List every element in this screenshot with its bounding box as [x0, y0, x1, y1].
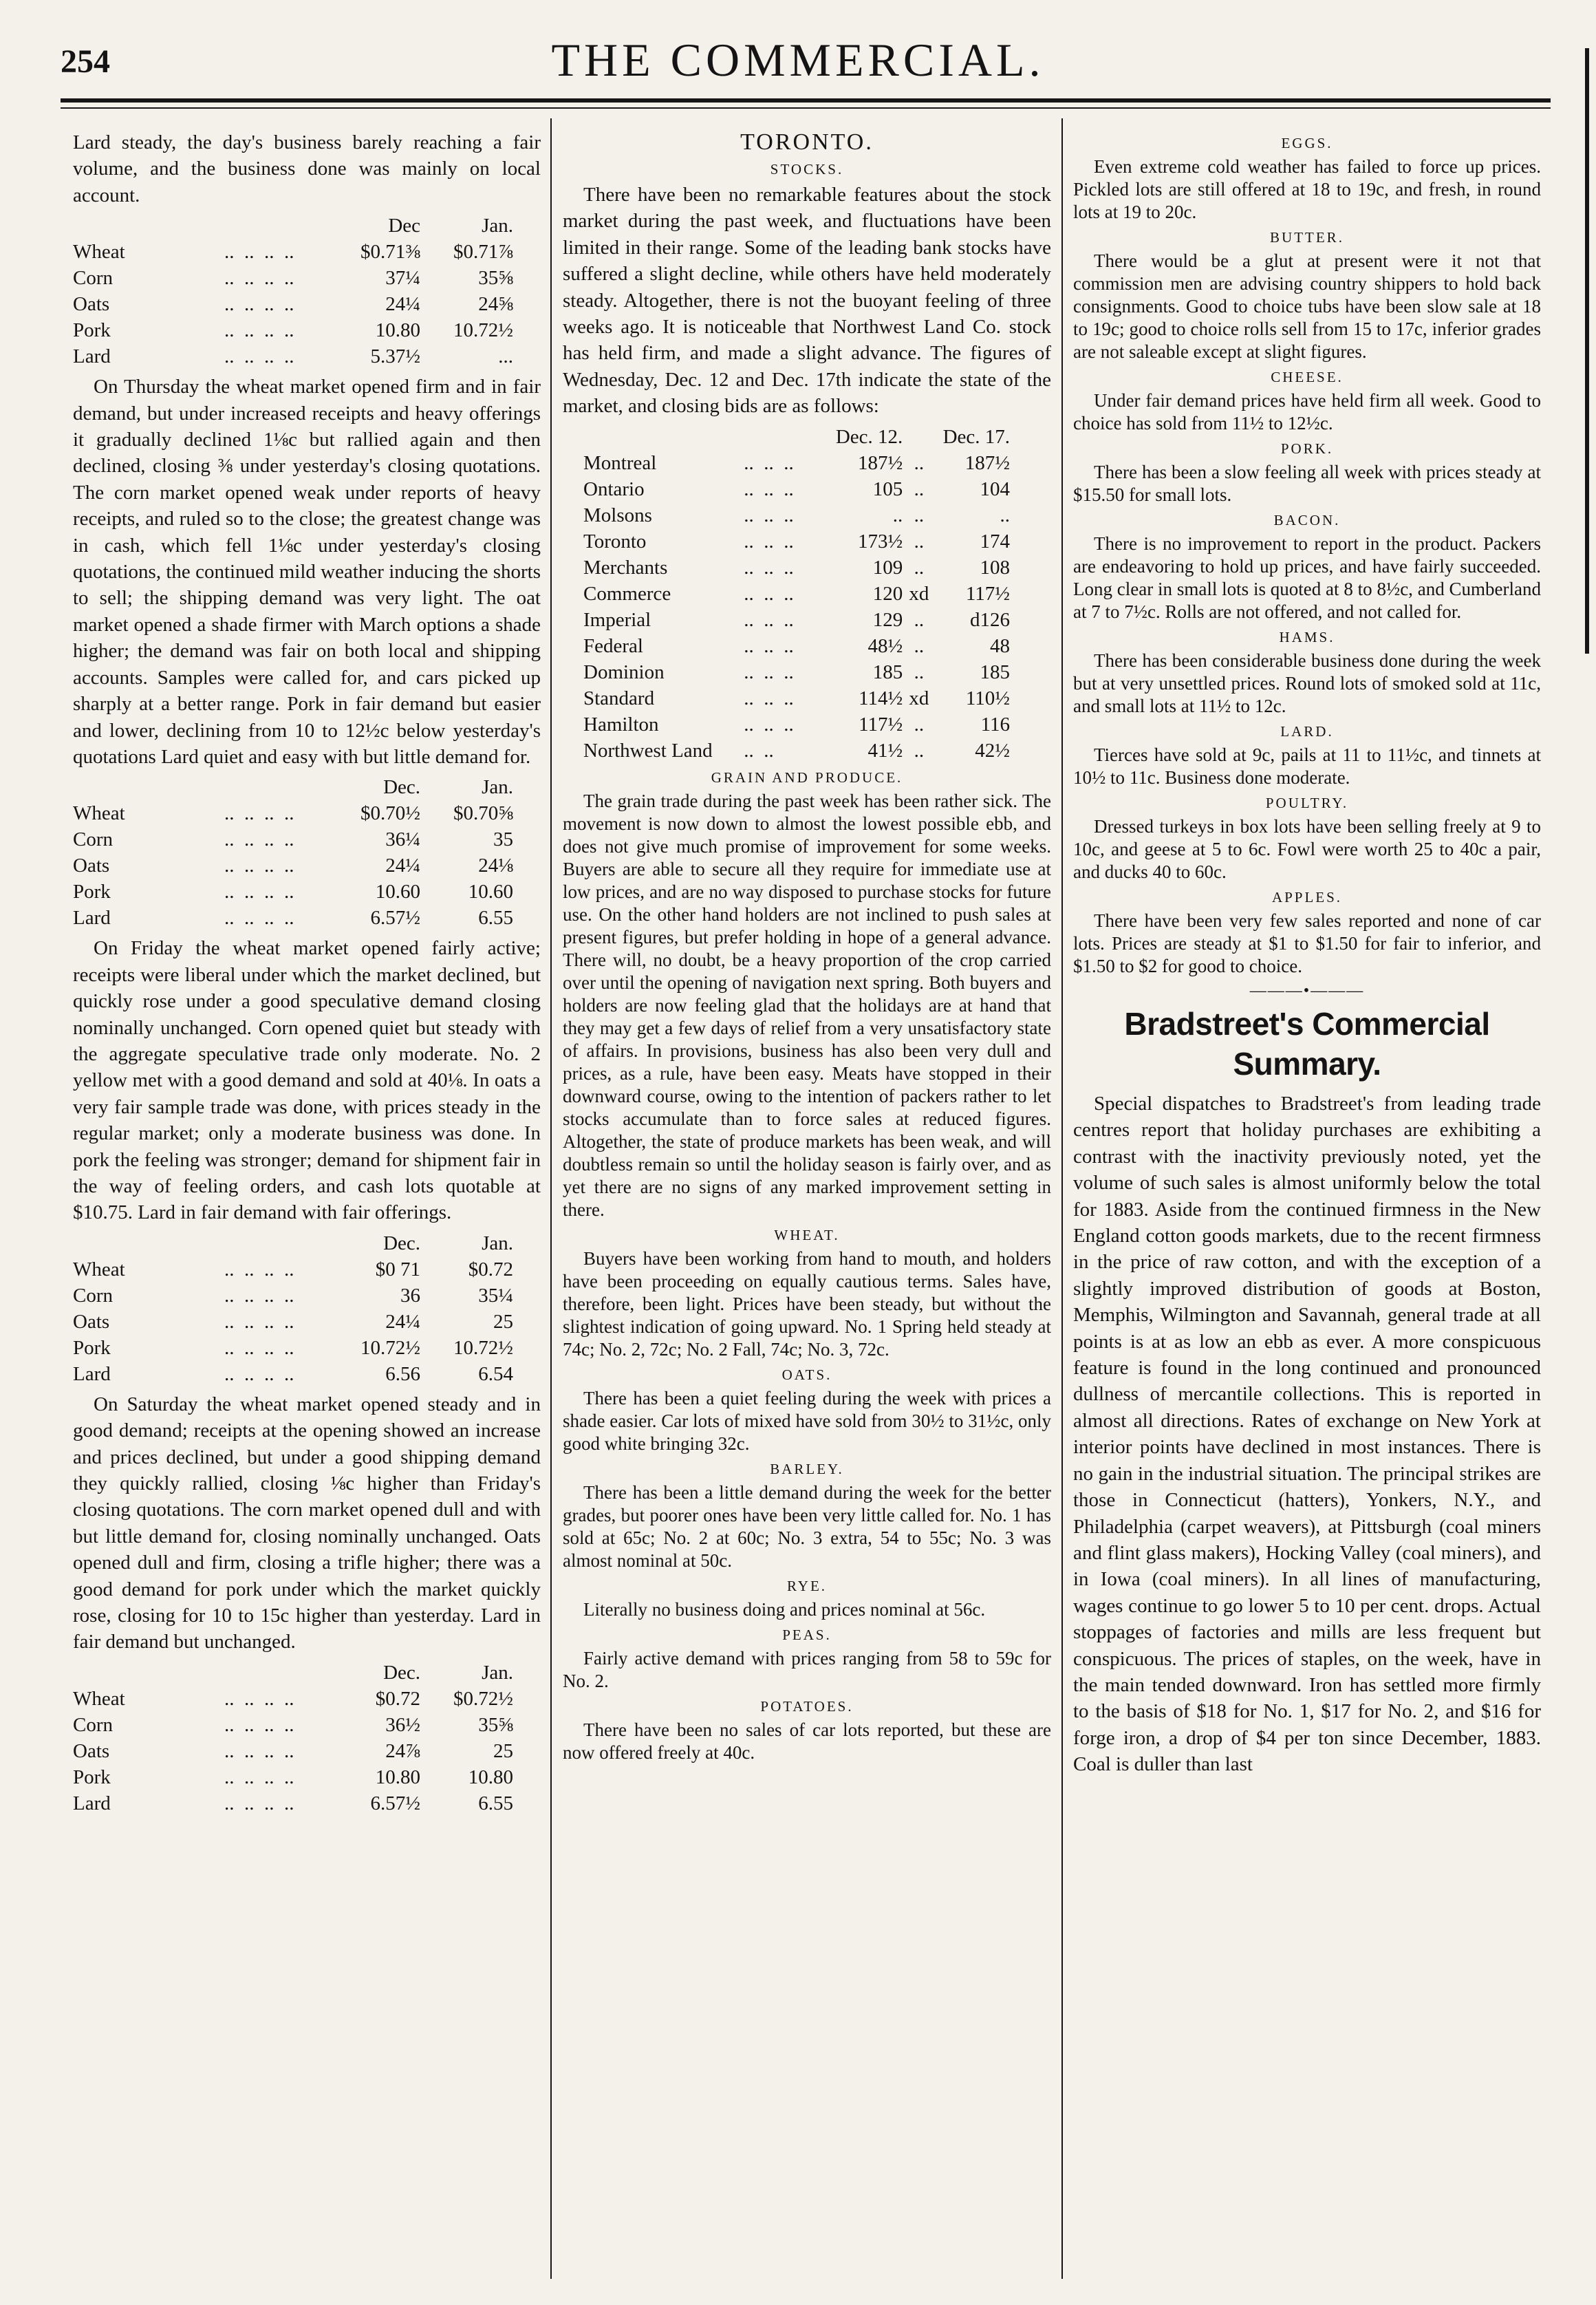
- table-row: Merchants .. .. .. 109 .. 108: [583, 556, 1010, 579]
- table-row: Wheat .. .. .. .. $0.70½ $0.70⅝: [73, 802, 513, 825]
- oats-heading: OATS.: [781, 1366, 832, 1383]
- table-row: Corn .. .. .. .. 36 35¼: [73, 1284, 513, 1307]
- potatoes-heading: POTATOES.: [760, 1697, 854, 1715]
- barley-paragraph: There has been a little demand during the week for the better grades, but poorer ones have been very little called for. No. 1 has sold at 65c; No. 2 at 60c; No. 3 extra, 54 to 55c; No. 3 was almost nominal at 50c.: [563, 1481, 1051, 1571]
- table-row: Pork .. .. .. .. 10.80 10.80: [73, 1766, 513, 1788]
- table-row: Lard .. .. .. .. 6.56 6.54: [73, 1362, 513, 1385]
- apples-heading: APPLES.: [1271, 889, 1343, 905]
- price-table-3: Dec. Jan. Wheat .. .. .. .. $0 71 $0.72 Corn .. .. .. .. 36 35¼ Oats .. .. .. .. 24¼ 25 Pork .. .. .. .. 10.72½ 10.72½ Lard .. .. .. .. 6.56 6.54: [73, 1230, 513, 1387]
- poultry-paragraph: Dressed turkeys in box lots have been selling freely at 9 to 10c, and geese at 5 to 6c. Fowl were worth 25 to 40c a pair, and ducks 40 to 60c.: [1073, 816, 1541, 882]
- cheese-paragraph: Under fair demand prices have held firm all week. Good to choice has sold from 11½ to 12½c.: [1073, 390, 1541, 433]
- table-row: Oats .. .. .. .. 24¼ 24⅝: [73, 293, 513, 316]
- poultry-heading: POULTRY.: [1265, 795, 1349, 811]
- pork-heading: PORK.: [1280, 440, 1334, 457]
- pork-paragraph: There has been a slow feeling all week with prices steady at $15.50 for small lots.: [1073, 462, 1541, 505]
- apples-paragraph: There have been very few sales reported and none of car lots. Prices are steady at $1 to $1.50 for fair to inferior, and $1.50 to $2 for good to choice.: [1073, 910, 1541, 976]
- potatoes-paragraph: There have been no sales of car lots reported, but these are now offered freely at 40c.: [563, 1719, 1051, 1763]
- chicago-intro-paragraph: Lard steady, the day's business barely reaching a fair volume, and the business done was mainly on local account.: [73, 131, 541, 206]
- table-row: Ontario .. .. .. 105 .. 104: [583, 478, 1010, 500]
- section-ornament: ———•———: [1249, 982, 1365, 1000]
- table-row: Toronto .. .. .. 173½ .. 174: [583, 530, 1010, 553]
- bradstreet-summary-title: Bradstreet's Commercial Summary.: [1124, 1006, 1490, 1082]
- column-1: [73, 129, 541, 2269]
- stocks-paragraph: There have been no remarkable features about the stock market during the past week, and fluctuations have been limited in their range. Some of the leading bank stocks have suffered a slight decline, while others have held moderately steady. Altogether, there is not the buoyant feeling of three weeks ago. It is noticeable that Northwest Land Co. stock has held firm, and made a slight advance. The figures of Wednesday, Dec. 12 and Dec. 17th indicate the state of the market, and closing bids are as follows:: [563, 184, 1051, 418]
- price-table-1: [73, 213, 513, 369]
- table-row: Pork .. .. .. .. 10.80 10.72½: [73, 319, 513, 342]
- table-row: Wheat .. .. .. .. $0 71 $0.72: [73, 1258, 513, 1280]
- table-row: Oats .. .. .. .. 24⅞ 25: [73, 1739, 513, 1762]
- table-row: Corn .. .. .. .. 37¼ 35⅝: [73, 267, 513, 290]
- butter-paragraph: There would be a glut at present were it not that commission men are advising country shippers to hold back consignments. Good to choice tubs have been slow sale at 18 to 19c; good to choice rolls sell from 15 to 17c, inferior grades are not saleable except at slight figures.: [1073, 250, 1541, 362]
- hams-paragraph: There has been considerable business done during the week but at very unsettled prices. Round lots of smoked sold at 11c, and small lots at 11½ to 12c.: [1073, 650, 1541, 716]
- rye-heading: RYE.: [786, 1577, 828, 1594]
- eggs-heading: EGGS.: [1281, 135, 1333, 151]
- masthead-title: THE COMMERCIAL.: [551, 34, 1045, 86]
- table-row: Lard .. .. .. .. 6.57½ 6.55: [73, 907, 513, 930]
- table-row: Imperial .. .. .. 129 .. d126: [583, 608, 1010, 631]
- table-row: Lard .. .. .. .. 6.57½ 6.55: [73, 1792, 513, 1814]
- saturday-paragraph: On Saturday the wheat market opened steady and in good demand; receipts at the opening showed an increase and prices declined, but under a good shipping demand they quickly rallied, closing ⅛c higher than Friday's closing quotations. The corn market opened dull and with but little demand for, closing nominally unchanged. Oats opened dull and firm, closing a trifle higher; there was a good demand for pork under which the market quickly rose, closing for 10 to 15c higher than yesterday. Lard in fair demand but unchanged.: [73, 1393, 541, 1653]
- col-head-dec: Dec: [388, 215, 420, 237]
- table-row: Pork .. .. .. .. 10.72½ 10.72½: [73, 1336, 513, 1359]
- grain-paragraph: The grain trade during the past week has been rather sick. The movement is now down to almost the lowest possible ebb, and does not give much promise of improvement for some weeks. Buyers are able to secure all they require for immediate use at low prices, and are no way disposed to purchase stocks for future use. On the other hand holders are not inclined to push sales at present figures, but prefer holding in hope of a general advance. There will, no doubt, be a heavy proportion of the crop carried over until the opening of navigation next spring. Both buyers and holders are now feeling glad that the holidays are at hand that they may get a few days of relief from a very unsatisfactory state of affairs. In provisions, business has also been very dull and prices, as a rule, have been easy. Meats have stopped in their downward course, owing to the intention of packers rather to let stocks accumulate than to force sales at reduced figures. Altogether, the state of produce markets has been weak, and will doubtless remain so until the holiday season is fairly over, and as yet there are no signs of any marked improvement setting in there.: [563, 790, 1051, 1220]
- table-row: Corn .. .. .. .. 36½ 35⅝: [73, 1713, 513, 1736]
- price-table-2: Dec. Jan. Wheat .. .. .. .. $0.70½ $0.70⅝ Corn .. .. .. .. 36¼ 35 Oats .. .. .. .. 24¼ 24⅛ Pork .. .. .. .. 10.60 10.60 Lard .. .. .. .. 6.57½ 6.55: [73, 774, 513, 931]
- thursday-paragraph: On Thursday the wheat market opened firm and in fair demand, but under increased receipts and heavy offerings it gradually declined 1⅛c but rallied again and then declined, closing ⅜ under yesterday's closing quotations. The corn market opened weak under reports of heavy receipts, and ruled so to the close; the greatest change was in cash, which fell 1⅛c under yesterday's closing quotations, the continued mild weather inducing the shorts to sell; the shipping demand was very light. The oat market opened a shade firmer with March options a shade higher; the demand was fair on both local and shipping accounts. Samples were called for, and cars picked up sharply at a better range. Pork in fair demand but easier and lower, declining from 10 to 12½c below yesterday's quotations Lard quiet and easy with but little demand for.: [73, 376, 541, 768]
- table-row: Wheat .. .. .. .. $0.71⅜ $0.71⅞: [73, 241, 513, 264]
- lard-paragraph: Tierces have sold at 9c, pails at 11 to 11½c, and tinnets at 10½ to 11c. Business done moderate.: [1073, 744, 1541, 788]
- top-rule-thick: [61, 98, 1551, 103]
- grain-produce-heading: GRAIN AND PRODUCE.: [711, 769, 903, 786]
- table-row: Commerce .. .. .. 120 xd 117½: [583, 582, 1010, 605]
- table-row: Dominion .. .. .. 185 .. 185: [583, 661, 1010, 683]
- table-row: Montreal .. .. .. 187½ .. 187½: [583, 451, 1010, 474]
- lard-heading: LARD.: [1280, 723, 1334, 740]
- column-2: [563, 129, 1051, 2269]
- toronto-heading: TORONTO.: [740, 129, 874, 155]
- page-number: 254: [61, 43, 110, 80]
- table-row: Federal .. .. .. 48½ .. 48: [583, 634, 1010, 657]
- bacon-heading: BACON.: [1273, 512, 1341, 528]
- stocks-heading: STOCKS.: [770, 161, 844, 178]
- table-row: Hamilton .. .. .. 117½ .. 116: [583, 713, 1010, 736]
- table-row: Pork .. .. .. .. 10.60 10.60: [73, 881, 513, 903]
- col-head-jan: Jan.: [482, 215, 513, 237]
- oats-paragraph: There has been a quiet feeling during the week with prices a shade easier. Car lots of mixed have sold from 30½ to 31½c, only good white bringing 32c.: [563, 1387, 1051, 1454]
- wheat-paragraph: Buyers have been working from hand to mouth, and holders have been proceeding on equally cautious terms. Sales have, therefore, been light. Prices have been steady, but without the slightest indication of going upward. No. 1 Spring held steady at 74c; No. 2, 72c; No. 2 Fall, 74c; No. 3, 72c.: [563, 1247, 1051, 1360]
- peas-heading: PEAS.: [782, 1626, 832, 1643]
- price-table-4: Dec. Jan. Wheat .. .. .. .. $0.72 $0.72½ Corn .. .. .. .. 36½ 35⅝ Oats .. .. .. .. 24⅞ 25 Pork .. .. .. .. 10.80 10.80 Lard .. .. .. .. 6.57½ 6.55: [73, 1660, 513, 1816]
- hams-heading: HAMS.: [1279, 629, 1335, 645]
- wheat-heading: WHEAT.: [774, 1226, 840, 1243]
- table-row: Molsons .. .. .. .. .. ..: [583, 504, 1010, 526]
- rye-paragraph: Literally no business doing and prices nominal at 56c.: [583, 1598, 986, 1620]
- column-divider-2: [1061, 118, 1063, 2279]
- column-divider-1: [550, 118, 552, 2279]
- column-3: [1073, 129, 1541, 2269]
- top-rule-thin: [61, 107, 1551, 109]
- stocks-table: Dec. 12. Dec. 17. Montreal .. .. .. 187½ .. 187½ Ontario .. .. .. 105 .. 104 Molsons .. .. .. .. .. .. Toronto .. .. .. 173½ .. 174 Merchants .. .. .. 109 .. 108 Commerce .. .. .. 120 xd 117½ Imperial .. .. .. 129 .. d126 Federal .. .. .. 48½ .. 48 Dominion .. .. .. 185 .. 185 Standard .. .. .. 114½ xd 110½ Hamilton .. .. .. 117½ .. 116 Northwest Land .. .. 41½ .. 42½: [583, 424, 1010, 764]
- table-row: Lard .. .. .. .. 5.37½ ...: [73, 345, 513, 368]
- table-row: Standard .. .. .. 114½ xd 110½: [583, 687, 1010, 709]
- friday-paragraph: On Friday the wheat market opened fairly active; receipts were liberal under which the market declined, but quickly rose under a good speculative demand closing nominally unchanged. Corn opened quiet but steady with the aggregate speculative trade only moderate. No. 2 yellow met with a good demand and sold at 40⅛. In oats a very fair sample trade was done, with prices steady in the regular market; only a moderate business was done. In pork the feeling was stronger; demand for shipment fair in the way of feeling orders, and cash lots quotable at $10.75. Lard in fair demand with fair offerings.: [73, 937, 541, 1224]
- table-row: Corn .. .. .. .. 36¼ 35: [73, 828, 513, 851]
- peas-paragraph: Fairly active demand with prices ranging from 58 to 59c for No. 2.: [563, 1647, 1051, 1691]
- table-row: Oats .. .. .. .. 24¼ 24⅛: [73, 855, 513, 877]
- table-row: Oats .. .. .. .. 24¼ 25: [73, 1310, 513, 1333]
- barley-heading: BARLEY.: [770, 1460, 844, 1477]
- bradstreet-summary-paragraph: Special dispatches to Bradstreet's from leading trade centres report that holiday purchases are exhibiting a contrast with the inactivity previously noted, yet the volume of such sales is almost uniformly below the total for 1883. Aside from the continued firmness in the New England cotton goods markets, due to the recent firmness in the price of raw cotton, and with the exception of a slightly improved distribution of goods at Boston, Memphis, Wilmington and Savannah, general trade at all points is at as low an ebb as ever. A more conspicuous feature is found in the long continued and pronounced dullness of mercantile collections. This is reported in almost all directions. Rates of exchange on New York at interior points have declined in most instances. There is no gain in the industrial situation. The principal strikes are those in Connecticut (hatters), Yonkers, N.Y., and Philadelphia (carpet weavers), at Pittsburgh (coal miners and flint glass makers), Hocking Valley (coal miners), and in Iowa (coal miners). In all lines of manufacturing, wages continue to go lower 5 to 10 per cent. drops. Actual stoppages of factories and mills are less frequent but conspicuous. The prices of staples, on the week, have in the main tended downward. Iron has settled more firmly to the basis of $18 for No. 1, $17 for No. 2, and $16 for forge iron, a drop of $4 per ton since December, 1883. Coal is duller than last: [1073, 1093, 1541, 1776]
- butter-heading: BUTTER.: [1270, 229, 1344, 246]
- table-row: Wheat .. .. .. .. $0.72 $0.72½: [73, 1687, 513, 1710]
- table-row: Northwest Land .. .. 41½ .. 42½: [583, 739, 1010, 762]
- bacon-paragraph: There is no improvement to report in the product. Packers are endeavoring to hold up prices, and have fairly succeeded. Long clear in small lots is quoted at 8 to 8½c, and Cumberland at 7 to 7½c. Rolls are not offered, and not called for.: [1073, 533, 1541, 622]
- cheese-heading: CHEESE.: [1271, 369, 1344, 385]
- eggs-paragraph: Even extreme cold weather has failed to force up prices. Pickled lots are still offered at 18 to 19c, and fresh, in round lots at 19 to 20c.: [1073, 156, 1541, 222]
- edge-bar: [1585, 48, 1589, 654]
